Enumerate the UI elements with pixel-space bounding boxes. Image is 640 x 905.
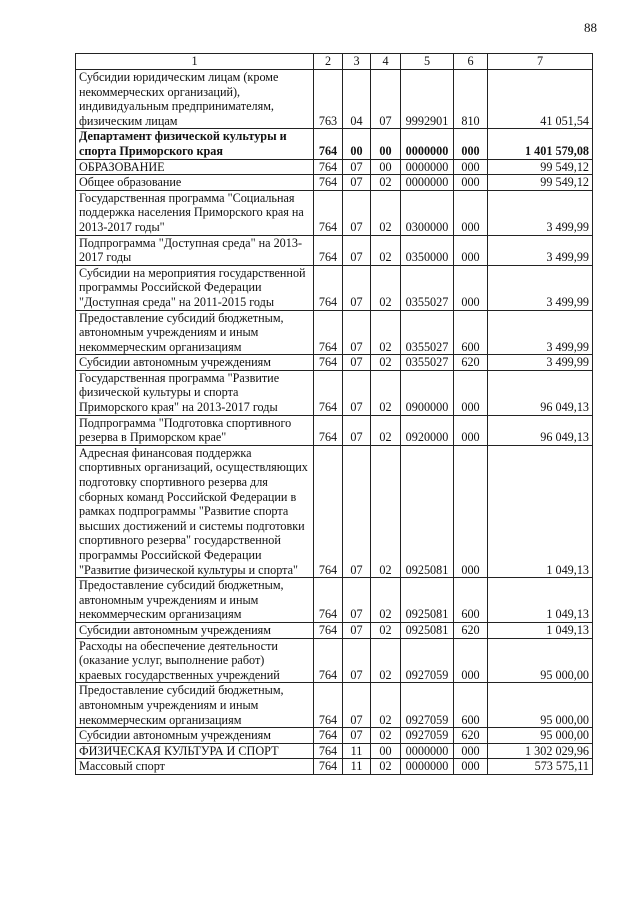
- amount-cell: 95 000,00: [488, 683, 593, 728]
- ministry-code-cell: 764: [314, 415, 343, 445]
- amount-cell: 96 049,13: [488, 415, 593, 445]
- amount-cell: 573 575,11: [488, 759, 593, 775]
- table-body: [76, 70, 593, 775]
- ministry-code-cell: 764: [314, 578, 343, 623]
- section-code-cell: 07: [343, 159, 371, 175]
- section-code-cell: 07: [343, 370, 371, 415]
- expense-type-cell: 000: [454, 638, 488, 683]
- amount-cell: 41 051,54: [488, 70, 593, 129]
- section-code-cell: 07: [343, 415, 371, 445]
- expense-type-cell: 000: [454, 445, 488, 577]
- amount-cell: 3 499,99: [488, 265, 593, 310]
- target-article-cell: 0000000: [401, 159, 454, 175]
- section-code-cell: 07: [343, 265, 371, 310]
- ministry-code-cell: 764: [314, 759, 343, 775]
- table-row: [76, 728, 593, 744]
- row-name-cell: Департамент физической культуры и спорта Приморского края: [76, 129, 314, 159]
- expense-type-cell: 000: [454, 415, 488, 445]
- row-name-cell: Субсидии автономным учреждениям: [76, 728, 314, 744]
- subsection-code-cell: 02: [371, 415, 401, 445]
- ministry-code-cell: 764: [314, 235, 343, 265]
- amount-cell: 95 000,00: [488, 728, 593, 744]
- target-article-cell: 0920000: [401, 415, 454, 445]
- section-code-cell: 07: [343, 683, 371, 728]
- section-code-cell: 07: [343, 638, 371, 683]
- target-article-cell: 0925081: [401, 445, 454, 577]
- subsection-code-cell: 00: [371, 159, 401, 175]
- ministry-code-cell: 764: [314, 638, 343, 683]
- target-article-cell: 0355027: [401, 310, 454, 355]
- subsection-code-cell: 02: [371, 728, 401, 744]
- expense-type-cell: 000: [454, 235, 488, 265]
- subsection-code-cell: 02: [371, 759, 401, 775]
- ministry-code-cell: 764: [314, 355, 343, 371]
- section-code-cell: 11: [343, 759, 371, 775]
- section-code-cell: 07: [343, 310, 371, 355]
- subsection-code-cell: 02: [371, 622, 401, 638]
- amount-cell: 1 302 029,96: [488, 743, 593, 759]
- amount-cell: 3 499,99: [488, 235, 593, 265]
- table-row: [76, 129, 593, 159]
- amount-cell: 95 000,00: [488, 638, 593, 683]
- section-code-cell: 07: [343, 445, 371, 577]
- row-name-cell: Субсидии автономным учреждениям: [76, 622, 314, 638]
- section-code-cell: 04: [343, 70, 371, 129]
- expense-type-cell: 000: [454, 190, 488, 235]
- table-row: [76, 70, 593, 129]
- target-article-cell: 0300000: [401, 190, 454, 235]
- expense-type-cell: 000: [454, 175, 488, 191]
- table-row: [76, 638, 593, 683]
- subsection-code-cell: 00: [371, 129, 401, 159]
- row-name-cell: Предоставление субсидий бюджетным, автономным учреждениям и иным некоммерческим организациям: [76, 578, 314, 623]
- subsection-code-cell: 02: [371, 175, 401, 191]
- expense-type-cell: 000: [454, 759, 488, 775]
- ministry-code-cell: 764: [314, 175, 343, 191]
- subsection-code-cell: 02: [371, 265, 401, 310]
- ministry-code-cell: 764: [314, 743, 343, 759]
- table-row: [76, 310, 593, 355]
- expense-type-cell: 600: [454, 578, 488, 623]
- row-name-cell: Предоставление субсидий бюджетным, автономным учреждениям и иным некоммерческим организациям: [76, 310, 314, 355]
- section-code-cell: 00: [343, 129, 371, 159]
- subsection-code-cell: 02: [371, 370, 401, 415]
- subsection-code-cell: 02: [371, 683, 401, 728]
- subsection-code-cell: 02: [371, 310, 401, 355]
- subsection-code-cell: 02: [371, 638, 401, 683]
- ministry-code-cell: 764: [314, 159, 343, 175]
- column-header: 6: [454, 54, 488, 70]
- row-name-cell: Субсидии юридическим лицам (кроме некоммерческих организаций), индивидуальным предпринимателям, физическим лицам: [76, 70, 314, 129]
- subsection-code-cell: 02: [371, 578, 401, 623]
- expense-type-cell: 000: [454, 265, 488, 310]
- section-code-cell: 07: [343, 728, 371, 744]
- ministry-code-cell: 764: [314, 728, 343, 744]
- section-code-cell: 07: [343, 175, 371, 191]
- expense-type-cell: 000: [454, 129, 488, 159]
- expense-type-cell: 600: [454, 683, 488, 728]
- column-header: 5: [401, 54, 454, 70]
- subsection-code-cell: 02: [371, 190, 401, 235]
- expense-type-cell: 620: [454, 355, 488, 371]
- subsection-code-cell: 02: [371, 235, 401, 265]
- expense-type-cell: 000: [454, 159, 488, 175]
- target-article-cell: 0350000: [401, 235, 454, 265]
- row-name-cell: ФИЗИЧЕСКАЯ КУЛЬТУРА И СПОРТ: [76, 743, 314, 759]
- ministry-code-cell: 763: [314, 70, 343, 129]
- row-name-cell: Государственная программа "Социальная поддержка населения Приморского края на 2013-2017 годы": [76, 190, 314, 235]
- table-row: [76, 415, 593, 445]
- table-row: [76, 235, 593, 265]
- amount-cell: 99 549,12: [488, 159, 593, 175]
- column-header: 1: [76, 54, 314, 70]
- column-header: 3: [343, 54, 371, 70]
- table-row: [76, 445, 593, 577]
- target-article-cell: 0925081: [401, 622, 454, 638]
- ministry-code-cell: 764: [314, 622, 343, 638]
- amount-cell: 1 401 579,08: [488, 129, 593, 159]
- row-name-cell: Подпрограмма "Доступная среда" на 2013-2017 годы: [76, 235, 314, 265]
- page-number: 88: [584, 20, 597, 35]
- target-article-cell: 0000000: [401, 743, 454, 759]
- row-name-cell: Расходы на обеспечение деятельности (оказание услуг, выполнение работ) краевых государственных учреждений: [76, 638, 314, 683]
- row-name-cell: Предоставление субсидий бюджетным, автономным учреждениям и иным некоммерческим организациям: [76, 683, 314, 728]
- subsection-code-cell: 02: [371, 445, 401, 577]
- table-row: [76, 578, 593, 623]
- table-row: [76, 683, 593, 728]
- target-article-cell: 0000000: [401, 759, 454, 775]
- target-article-cell: 0355027: [401, 265, 454, 310]
- ministry-code-cell: 764: [314, 370, 343, 415]
- ministry-code-cell: 764: [314, 310, 343, 355]
- target-article-cell: 0927059: [401, 728, 454, 744]
- target-article-cell: 0000000: [401, 175, 454, 191]
- table-row: [76, 370, 593, 415]
- subsection-code-cell: 00: [371, 743, 401, 759]
- table-row: [76, 159, 593, 175]
- expense-type-cell: 600: [454, 310, 488, 355]
- section-code-cell: 07: [343, 622, 371, 638]
- column-header: 7: [488, 54, 593, 70]
- budget-table: [75, 53, 593, 775]
- table-row: [76, 265, 593, 310]
- column-header: 4: [371, 54, 401, 70]
- row-name-cell: Субсидии автономным учреждениям: [76, 355, 314, 371]
- expense-type-cell: 000: [454, 743, 488, 759]
- subsection-code-cell: 07: [371, 70, 401, 129]
- target-article-cell: 0900000: [401, 370, 454, 415]
- amount-cell: 3 499,99: [488, 355, 593, 371]
- row-name-cell: ОБРАЗОВАНИЕ: [76, 159, 314, 175]
- row-name-cell: Субсидии на мероприятия государственной программы Российской Федерации "Доступная среда" на 2011-2015 годы: [76, 265, 314, 310]
- ministry-code-cell: 764: [314, 129, 343, 159]
- subsection-code-cell: 02: [371, 355, 401, 371]
- header-row: [76, 54, 593, 70]
- amount-cell: 99 549,12: [488, 175, 593, 191]
- amount-cell: 1 049,13: [488, 622, 593, 638]
- table-row: [76, 175, 593, 191]
- table-row: [76, 622, 593, 638]
- ministry-code-cell: 764: [314, 190, 343, 235]
- target-article-cell: 0927059: [401, 683, 454, 728]
- section-code-cell: 07: [343, 190, 371, 235]
- amount-cell: 96 049,13: [488, 370, 593, 415]
- table-row: [76, 190, 593, 235]
- table-row: [76, 355, 593, 371]
- section-code-cell: 11: [343, 743, 371, 759]
- amount-cell: 1 049,13: [488, 445, 593, 577]
- target-article-cell: 0355027: [401, 355, 454, 371]
- row-name-cell: Государственная программа "Развитие физической культуры и спорта Приморского края" на 2013-2017 годы: [76, 370, 314, 415]
- expense-type-cell: 620: [454, 622, 488, 638]
- amount-cell: 3 499,99: [488, 310, 593, 355]
- target-article-cell: 0000000: [401, 129, 454, 159]
- row-name-cell: Массовый спорт: [76, 759, 314, 775]
- target-article-cell: 0927059: [401, 638, 454, 683]
- row-name-cell: Общее образование: [76, 175, 314, 191]
- section-code-cell: 07: [343, 578, 371, 623]
- expense-type-cell: 000: [454, 370, 488, 415]
- table-row: [76, 759, 593, 775]
- section-code-cell: 07: [343, 355, 371, 371]
- section-code-cell: 07: [343, 235, 371, 265]
- table-row: [76, 743, 593, 759]
- amount-cell: 1 049,13: [488, 578, 593, 623]
- target-article-cell: 9992901: [401, 70, 454, 129]
- amount-cell: 3 499,99: [488, 190, 593, 235]
- ministry-code-cell: 764: [314, 445, 343, 577]
- row-name-cell: Подпрограмма "Подготовка спортивного резерва в Приморском крае": [76, 415, 314, 445]
- target-article-cell: 0925081: [401, 578, 454, 623]
- expense-type-cell: 810: [454, 70, 488, 129]
- ministry-code-cell: 764: [314, 265, 343, 310]
- ministry-code-cell: 764: [314, 683, 343, 728]
- column-header: 2: [314, 54, 343, 70]
- expense-type-cell: 620: [454, 728, 488, 744]
- row-name-cell: Адресная финансовая поддержка спортивных организаций, осуществляющих подготовку спортивного резерва для сборных команд Российской Федерации в рамках подпрограммы "Развитие спорта высших достижений и системы подготовки спортивного резерва" государственной программы Российской Федерации "Развитие физической культуры и спорта": [76, 445, 314, 577]
